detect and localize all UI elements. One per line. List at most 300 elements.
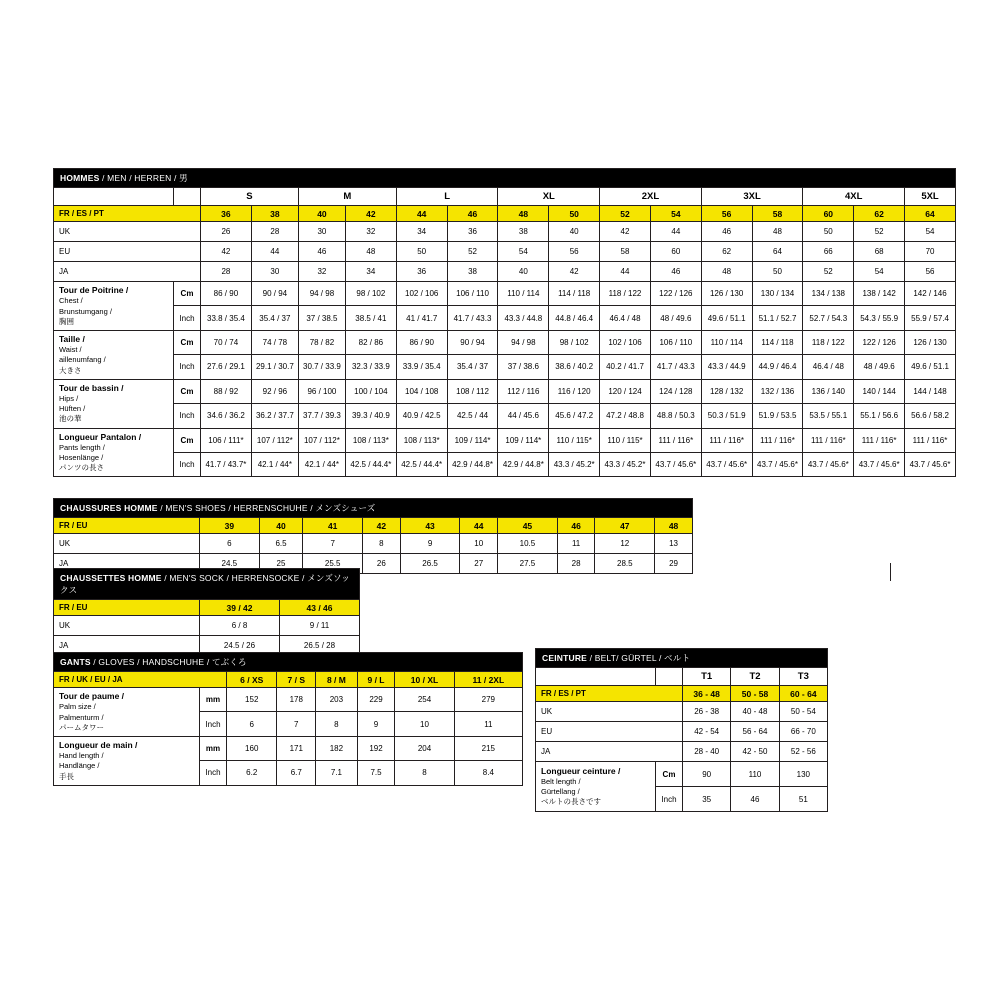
cell: 42.5 / 44.4* <box>345 452 396 476</box>
cell: 41.7 / 43.3 <box>650 355 701 379</box>
measure-label-sub: Palm size / <box>59 702 96 712</box>
cell: 74 / 78 <box>251 330 298 354</box>
cell: 112 / 116 <box>498 379 549 403</box>
cell: 35 <box>683 787 731 812</box>
unit-cm: Cm <box>656 762 683 787</box>
size-group-xl: XL <box>498 188 600 206</box>
cell: 66 <box>803 242 854 262</box>
cell: 6.7 <box>277 761 316 785</box>
cell: 35.4 / 37 <box>447 355 498 379</box>
cell: 41 <box>303 518 363 534</box>
size-group-m: M <box>298 188 396 206</box>
cell: 40 <box>549 222 600 242</box>
unit-inch: Inch <box>174 452 201 476</box>
table-row <box>54 452 956 476</box>
cell: 26 - 38 <box>683 702 731 722</box>
cell: 107 / 112* <box>298 428 345 452</box>
measure-label-main: Tour de paume / <box>59 691 125 701</box>
cell: 62 <box>701 242 752 262</box>
cell: 48 <box>655 518 693 534</box>
cell: 279 <box>454 688 522 712</box>
cell: 82 / 86 <box>345 330 396 354</box>
cell: 6 <box>227 712 277 736</box>
cell: 96 / 100 <box>298 379 345 403</box>
measure-label-sub: Chest / <box>59 296 83 306</box>
belt-table-title <box>536 649 828 668</box>
cell: 43.7 / 45.6* <box>803 452 854 476</box>
cell: 48 <box>752 222 803 242</box>
cell: 192 <box>357 736 395 760</box>
cell: 56 - 64 <box>731 722 779 742</box>
cell: 7 <box>303 534 363 554</box>
table-row <box>54 206 956 222</box>
title-rest: / MEN / HERREN / 男 <box>99 173 188 183</box>
cell: 52 <box>447 242 498 262</box>
unit-inch: Inch <box>200 712 227 736</box>
empty-corner <box>54 188 174 206</box>
cell: 13 <box>655 534 693 554</box>
measure-label-sub: パームタワー <box>59 722 104 732</box>
cell: 107 / 112* <box>251 428 298 452</box>
cell: 109 / 114* <box>498 428 549 452</box>
cell: 122 / 126 <box>650 282 701 306</box>
size-group-t2: T2 <box>731 668 779 686</box>
cell: 46 <box>731 787 779 812</box>
measure-label-sub: 池の華 <box>59 414 82 424</box>
cell: 7 <box>277 712 316 736</box>
cell: 60 <box>650 242 701 262</box>
measure-label-palm-size <box>54 688 200 737</box>
cell: 44 <box>251 242 298 262</box>
cell: 30 <box>251 262 298 282</box>
measure-label-main: Longueur de main / <box>59 739 138 750</box>
table-row <box>54 222 956 242</box>
gloves-table <box>53 652 523 786</box>
cell: 47.2 / 48.8 <box>600 404 651 428</box>
measure-label-sub: 手長 <box>59 771 74 781</box>
cell: 34 <box>345 262 396 282</box>
table-row <box>54 688 523 712</box>
cell: 10 <box>395 712 454 736</box>
cell: 29.1 / 30.7 <box>251 355 298 379</box>
size-group-s: S <box>201 188 299 206</box>
row-label-uk: UK <box>54 222 201 242</box>
cell: 42.1 / 44* <box>298 452 345 476</box>
row-label-eu: EU <box>54 242 201 262</box>
title-rest: / MEN'S SOCK / HERRENSOCKE / メンズソックス <box>60 573 350 595</box>
row-label-fr-es-pt: FR / ES / PT <box>54 206 201 222</box>
cell: 9 / 11 <box>280 616 360 636</box>
cell: 55.9 / 57.4 <box>905 306 956 330</box>
cell: 41.7 / 43.3 <box>447 306 498 330</box>
cell: 78 / 82 <box>298 330 345 354</box>
size-group-3xl: 3XL <box>701 188 803 206</box>
cell: 42.9 / 44.8* <box>498 452 549 476</box>
cell: 46 <box>298 242 345 262</box>
title-bold: CHAUSSURES HOMME <box>60 503 158 513</box>
cell: 106 / 110 <box>447 282 498 306</box>
cell: 42.9 / 44.8* <box>447 452 498 476</box>
cell: 56 <box>701 206 752 222</box>
cell: 136 / 140 <box>803 379 854 403</box>
cell: 54.3 / 55.9 <box>854 306 905 330</box>
cell: 8 / M <box>316 672 358 688</box>
socks-table-title <box>54 569 360 600</box>
gloves-title-row <box>54 653 523 672</box>
cell: 30 <box>298 222 345 242</box>
measure-label-hips <box>54 379 174 428</box>
cell: 204 <box>395 736 454 760</box>
cell: 7.5 <box>357 761 395 785</box>
cell: 43.7 / 45.6* <box>701 452 752 476</box>
size-group-2xl: 2XL <box>600 188 702 206</box>
measure-label-waist <box>54 330 174 379</box>
cell: 50 <box>752 262 803 282</box>
row-label-fr-es-pt: FR / ES / PT <box>536 686 683 702</box>
row-label-uk: UK <box>54 616 200 636</box>
cell: 118 / 122 <box>600 282 651 306</box>
cell: 130 / 134 <box>752 282 803 306</box>
cell: 52 <box>600 206 651 222</box>
mens-size-group-row <box>54 188 956 206</box>
size-group-4xl: 4XL <box>803 188 905 206</box>
cell: 94 / 98 <box>298 282 345 306</box>
cell: 111 / 116* <box>752 428 803 452</box>
unit-inch: Inch <box>656 787 683 812</box>
cell: 229 <box>357 688 395 712</box>
cell: 36 <box>396 262 447 282</box>
measure-label-chest <box>54 282 174 331</box>
cell: 44 <box>650 222 701 242</box>
cell: 47 <box>595 518 655 534</box>
cell: 48.8 / 50.3 <box>650 404 701 428</box>
cell: 110 / 115* <box>600 428 651 452</box>
measure-label-sub: aillenumfang / <box>59 355 106 365</box>
table-row <box>536 686 828 702</box>
cell: 8.4 <box>454 761 522 785</box>
measure-label-sub: パンツの長さ <box>59 463 104 473</box>
cell: 46.4 / 48 <box>803 355 854 379</box>
table-row <box>54 242 956 262</box>
measure-label-sub: Pants length / <box>59 443 105 452</box>
cell: 40 - 48 <box>731 702 779 722</box>
cell: 28 <box>557 554 595 574</box>
cell: 90 / 94 <box>251 282 298 306</box>
shoes-table-title <box>54 499 693 518</box>
cell: 120 / 124 <box>600 379 651 403</box>
cell: 42.5 / 44.4* <box>396 452 447 476</box>
row-label-ja: JA <box>536 742 683 762</box>
measure-label-sub: ベルトの長さです <box>541 797 601 807</box>
cell: 38.5 / 41 <box>345 306 396 330</box>
cell: 50 - 58 <box>731 686 779 702</box>
cell: 28 - 40 <box>683 742 731 762</box>
cell: 37 / 38.6 <box>498 355 549 379</box>
cell: 52.7 / 54.3 <box>803 306 854 330</box>
shoes-title-row <box>54 499 693 518</box>
cell: 43.3 / 45.2* <box>549 452 600 476</box>
cell: 26.5 / 28 <box>280 636 360 656</box>
cell: 40 <box>259 518 303 534</box>
cell: 50 <box>803 222 854 242</box>
cell: 44 <box>396 206 447 222</box>
belt-size-group-row <box>536 668 828 686</box>
table-row <box>54 355 956 379</box>
cell: 6 <box>200 534 260 554</box>
unit-cm: Cm <box>174 379 201 403</box>
table-row <box>54 736 523 760</box>
cell: 36 - 48 <box>683 686 731 702</box>
cell: 108 / 112 <box>447 379 498 403</box>
cell: 43.7 / 45.6* <box>854 452 905 476</box>
cell: 254 <box>395 688 454 712</box>
empty-corner-unit <box>174 188 201 206</box>
table-row <box>54 330 956 354</box>
measure-label-sub: Belt length / <box>541 777 581 787</box>
size-group-t3: T3 <box>779 668 827 686</box>
cell: 28 <box>251 222 298 242</box>
measure-label-main: Tour de Poitrine / <box>59 285 129 295</box>
mens-shoes-table <box>53 498 693 574</box>
row-label-eu: EU <box>536 722 683 742</box>
cell: 25 <box>259 554 303 574</box>
measure-label-pants-length <box>54 428 174 477</box>
belt-table <box>535 648 828 812</box>
cell: 106 / 110 <box>650 330 701 354</box>
table-row <box>536 762 828 787</box>
cell: 56.6 / 58.2 <box>905 404 956 428</box>
table-row <box>54 534 693 554</box>
cell: 122 / 126 <box>854 330 905 354</box>
cell: 49.6 / 51.1 <box>905 355 956 379</box>
cell: 42 <box>549 262 600 282</box>
unit-inch: Inch <box>200 761 227 785</box>
cell: 111 / 116* <box>803 428 854 452</box>
cell: 26 <box>201 222 252 242</box>
cell: 8 <box>395 761 454 785</box>
cell: 42.5 / 44 <box>447 404 498 428</box>
cell: 45 <box>498 518 558 534</box>
cell: 38.6 / 40.2 <box>549 355 600 379</box>
cell: 46 <box>650 262 701 282</box>
cell: 37.7 / 39.3 <box>298 404 345 428</box>
cell: 39 / 42 <box>200 600 280 616</box>
cell: 51.9 / 53.5 <box>752 404 803 428</box>
cell: 86 / 90 <box>201 282 252 306</box>
cell: 102 / 106 <box>600 330 651 354</box>
cell: 11 <box>557 534 595 554</box>
cell: 70 / 74 <box>201 330 252 354</box>
measure-label-sub: Hand length / <box>59 751 104 761</box>
cell: 50 <box>549 206 600 222</box>
cell: 27.6 / 29.1 <box>201 355 252 379</box>
cell: 102 / 106 <box>396 282 447 306</box>
cell: 42 <box>363 518 401 534</box>
table-row <box>54 404 956 428</box>
measure-label-sub: Gürtellang / <box>541 787 580 797</box>
cell: 100 / 104 <box>345 379 396 403</box>
cell: 36 <box>201 206 252 222</box>
cell: 35.4 / 37 <box>251 306 298 330</box>
cell: 142 / 146 <box>905 282 956 306</box>
cell: 46 <box>557 518 595 534</box>
cell: 38 <box>447 262 498 282</box>
cell: 108 / 113* <box>345 428 396 452</box>
cell: 48 / 49.6 <box>854 355 905 379</box>
cell: 50 - 54 <box>779 702 827 722</box>
cell: 111 / 116* <box>701 428 752 452</box>
cell: 62 <box>854 206 905 222</box>
cell: 51 <box>779 787 827 812</box>
cell: 98 / 102 <box>549 330 600 354</box>
cell: 9 <box>400 534 460 554</box>
row-label-uk: UK <box>54 534 200 554</box>
cell: 90 / 94 <box>447 330 498 354</box>
cell: 34.6 / 36.2 <box>201 404 252 428</box>
cell: 42 - 50 <box>731 742 779 762</box>
table-row <box>54 518 693 534</box>
cell: 42 <box>600 222 651 242</box>
mens-size-table <box>53 168 956 477</box>
cell: 37 / 38.5 <box>298 306 345 330</box>
cell: 24.5 / 26 <box>200 636 280 656</box>
cell: 44.9 / 46.4 <box>752 355 803 379</box>
cell: 50 <box>396 242 447 262</box>
cell: 6.2 <box>227 761 277 785</box>
title-bold: CHAUSSETTES HOMME <box>60 573 162 583</box>
cell: 60 <box>803 206 854 222</box>
socks-title-row <box>54 569 360 600</box>
cell: 40 <box>498 262 549 282</box>
cell: 11 <box>454 712 522 736</box>
table-row <box>54 616 360 636</box>
unit-inch: Inch <box>174 306 201 330</box>
cell: 52 <box>854 222 905 242</box>
measure-label-hand-length <box>54 736 200 785</box>
cell: 128 / 132 <box>701 379 752 403</box>
cell: 9 / L <box>357 672 395 688</box>
cell: 40.2 / 41.7 <box>600 355 651 379</box>
cell: 29 <box>655 554 693 574</box>
cell: 41 / 41.7 <box>396 306 447 330</box>
cell: 54 <box>650 206 701 222</box>
title-bold: HOMMES <box>60 173 100 183</box>
cell: 40 <box>298 206 345 222</box>
cell: 10 / XL <box>395 672 454 688</box>
cell: 42.1 / 44* <box>251 452 298 476</box>
cell: 54 <box>854 262 905 282</box>
cell: 144 / 148 <box>905 379 956 403</box>
table-row <box>54 306 956 330</box>
cell: 44 <box>600 262 651 282</box>
cell: 58 <box>600 242 651 262</box>
cell: 111 / 116* <box>905 428 956 452</box>
cell: 26.5 <box>400 554 460 574</box>
cell: 36.2 / 37.7 <box>251 404 298 428</box>
cell: 126 / 130 <box>701 282 752 306</box>
cell: 8 <box>316 712 358 736</box>
cell: 43.3 / 44.8 <box>498 306 549 330</box>
unit-cm: Cm <box>174 428 201 452</box>
measure-label-sub: Waist / <box>59 345 82 355</box>
measure-label-sub: Brunstumgang / <box>59 306 112 316</box>
cell: 43.3 / 44.9 <box>701 355 752 379</box>
cell: 60 - 64 <box>779 686 827 702</box>
title-bold: GANTS <box>60 657 91 667</box>
measure-label-main: Longueur Pantalon / <box>59 431 142 442</box>
table-row <box>54 262 956 282</box>
cell: 58 <box>752 206 803 222</box>
cell: 43.7 / 45.6* <box>905 452 956 476</box>
cell: 64 <box>752 242 803 262</box>
cell: 7 / S <box>277 672 316 688</box>
unit-inch: Inch <box>174 355 201 379</box>
empty-corner <box>536 668 656 686</box>
cell: 6 / 8 <box>200 616 280 636</box>
row-label-ja: JA <box>54 636 200 656</box>
measure-label-sub: Hüften / <box>59 404 86 414</box>
cell: 160 <box>227 736 277 760</box>
cell: 64 <box>905 206 956 222</box>
cell: 24.5 <box>200 554 260 574</box>
table-row <box>536 702 828 722</box>
table-row <box>54 282 956 306</box>
cell: 33.8 / 35.4 <box>201 306 252 330</box>
cell: 42 - 54 <box>683 722 731 742</box>
cell: 10.5 <box>498 534 558 554</box>
table-row <box>536 742 828 762</box>
cell: 134 / 138 <box>803 282 854 306</box>
measure-label-sub: Palmenturm / <box>59 712 104 722</box>
cell: 94 / 98 <box>498 330 549 354</box>
table-row <box>54 428 956 452</box>
empty-corner-unit <box>656 668 683 686</box>
cell: 50.3 / 51.9 <box>701 404 752 428</box>
cell: 9 <box>357 712 395 736</box>
cell: 39 <box>200 518 260 534</box>
cell: 114 / 118 <box>752 330 803 354</box>
cell: 110 <box>731 762 779 787</box>
cell: 38 <box>498 222 549 242</box>
cell: 49.6 / 51.1 <box>701 306 752 330</box>
cell: 46 <box>701 222 752 242</box>
cell: 39.3 / 40.9 <box>345 404 396 428</box>
unit-mm: mm <box>200 688 227 712</box>
mens-table-title-row <box>54 169 956 188</box>
cell: 86 / 90 <box>396 330 447 354</box>
measure-label-sub: 大きさ <box>59 365 82 375</box>
cell: 10 <box>460 534 498 554</box>
cell: 12 <box>595 534 655 554</box>
measure-label-belt-length <box>536 762 656 812</box>
cell: 27 <box>460 554 498 574</box>
cell: 40.9 / 42.5 <box>396 404 447 428</box>
cell: 26 <box>363 554 401 574</box>
size-group-l: L <box>396 188 498 206</box>
row-label-uk: UK <box>536 702 683 722</box>
cell: 38 <box>251 206 298 222</box>
size-group-5xl: 5XL <box>905 188 956 206</box>
cell: 48 <box>701 262 752 282</box>
measure-label-sub: 胸囲 <box>59 316 74 326</box>
row-label-fr-eu: FR / EU <box>54 600 200 616</box>
unit-inch: Inch <box>174 404 201 428</box>
cell: 44.8 / 46.4 <box>549 306 600 330</box>
cell: 152 <box>227 688 277 712</box>
page-tick-mark <box>890 563 891 581</box>
cell: 48 <box>345 242 396 262</box>
cell: 44 <box>460 518 498 534</box>
